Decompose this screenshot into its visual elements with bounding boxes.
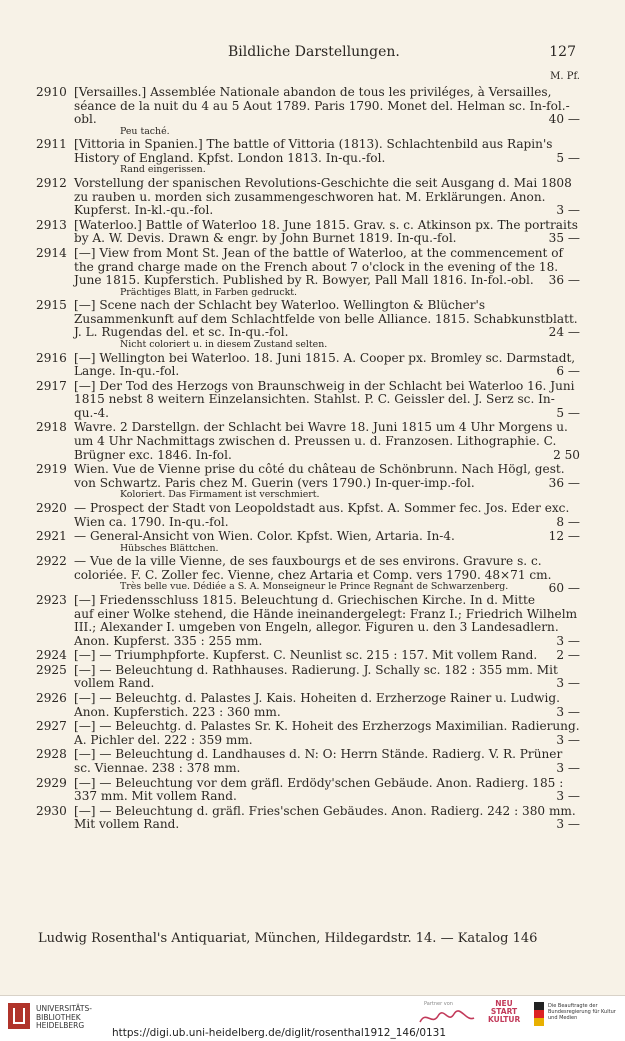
entry-text — [74, 352, 580, 379]
entry-number: 2914 — [36, 245, 67, 260]
catalog-entry — [36, 86, 580, 137]
entry-number: 2922 — [36, 554, 67, 569]
entry-number: 2918 — [36, 420, 67, 435]
entry-number: 2929 — [36, 775, 67, 790]
catalog-entry — [36, 692, 580, 719]
entry-number: 2926 — [36, 691, 67, 706]
entry-price: 24 — — [548, 325, 580, 340]
entry-text — [74, 805, 580, 832]
federal-commissioner-text: Die Beauftragte der Bundesregierung für Kultur und Medien — [548, 1003, 616, 1021]
entry-number: 2912 — [36, 175, 67, 190]
currency-label: M. Pf. — [550, 71, 580, 82]
page-footer: Ludwig Rosenthal's Antiquariat, München, Hildegardstr. 14. — Katalog 146 — [38, 931, 538, 946]
entry-price: 3 — — [556, 203, 580, 218]
partner-label: Partner von — [424, 1001, 453, 1007]
entry-text — [74, 594, 580, 648]
entry-number: 2925 — [36, 662, 67, 677]
entry-text — [74, 421, 580, 462]
entry-price: 3 — — [556, 817, 580, 832]
entry-list — [36, 86, 580, 833]
entry-price: 60 — — [548, 581, 580, 596]
entry-text — [74, 649, 580, 663]
entry-number: 2928 — [36, 747, 67, 762]
university-library-name[interactable]: UNIVERSITÄTS- BIBLIOTHEK HEIDELBERG — [36, 1004, 92, 1030]
catalog-entry — [36, 421, 580, 462]
entry-text — [74, 692, 580, 719]
entry-note: Peu taché. — [120, 125, 170, 137]
entry-price: 5 — — [556, 150, 580, 165]
page-number: 127 — [549, 44, 576, 60]
entry-text — [74, 219, 580, 246]
entry-text — [74, 664, 580, 691]
entry-number: 2911 — [36, 137, 67, 152]
entry-description: [—] — Beleuchtg. d. Palastes J. Kais. Hoheiten d. Erzherzoge Rainer u. Ludwig. Anon. Kupferstich. 223 : 360 mm. — [74, 691, 560, 719]
entry-number: 2923 — [36, 592, 67, 607]
entry-note: Très belle vue. Dédiée a S. A. Monseigneur le Prince Regnant de Schwarzenberg. — [120, 581, 509, 593]
entry-description: [—] Scene nach der Schlacht bey Waterloo. Wellington & Blücher's Zusammenkunft auf dem Schlachtfelde von belle Alliance. 1815. Schabkunstblatt. J. L. Rugendas del. et sc. In-qu.-fol. — [74, 298, 578, 340]
entry-text — [74, 138, 580, 165]
entry-description: [—] — Beleuchtg. d. Palastes Sr. K. Hoheit des Erzherzogs Maximilian. Radierung. A. Pichler del. 222 : 359 mm. — [74, 719, 580, 747]
entry-price: 3 — — [556, 676, 580, 691]
signature-logo-icon[interactable] — [418, 1008, 476, 1028]
entry-description: [—] Der Tod des Herzogs von Braunschweig in der Schlacht bei Waterloo 16. Juni 1815 nebst 8 weitern Einzelansichten. Stahlst. P. C. Geissler del. J. Serz sc. In-qu.-4. — [74, 378, 575, 420]
catalog-entry — [36, 502, 580, 529]
entry-text — [74, 299, 580, 340]
catalog-entry — [36, 748, 580, 775]
entry-description: [—] Friedensschluss 1815. Beleuchtung d. Griechischen Kirche. In d. Mitte auf einer Wolke stehend, die Hände ineinandergelegt: Franz I.; Friedrich Wilhelm III.; Alexander I. umgeben von Engeln, allegor. Figuren u. den 3 Landesadlern. Anon. Kupferst. 335 : 255 mm. — [74, 592, 578, 648]
entry-number: 2913 — [36, 217, 67, 232]
entry-description: [—] — Beleuchtung d. Landhauses d. N: O: Herrn Stände. Radierg. V. R. Prüner sc. Viennae. 238 : 378 mm. — [74, 747, 563, 776]
entry-number: 2919 — [36, 462, 67, 477]
entry-description: Wien. Vue de Vienne prise du côté du château de Schönbrunn. Nach Högl, gest. von Schwartz. Paris chez M. Guerin (vers 1790.) In-quer-imp.-fol. — [74, 462, 565, 490]
entry-number: 2915 — [36, 298, 67, 313]
entry-description: [—] — Beleuchtung d. gräfl. Fries'schen Gebäudes. Anon. Radierg. 242 : 380 mm. Mit vollem Rand. — [74, 803, 576, 832]
entry-description: [—] Wellington bei Waterloo. 18. Juni 1815. A. Cooper px. Bromley sc. Darmstadt, Lange. In-qu.-fol. — [74, 350, 576, 379]
catalog-entry — [36, 219, 580, 246]
entry-price: 36 — — [548, 475, 580, 490]
entry-description: — Vue de la ville Vienne, de ses fauxbourgs et de ses environs. Gravure s. c. coloriée. F. C. Zoller fec. Vienne, chez Artaria et Comp. vers 1790. 48×71 cm. — [74, 554, 552, 582]
entry-text — [74, 748, 580, 775]
entry-text — [74, 177, 580, 218]
entry-description: — Prospect der Stadt von Leopoldstadt aus. Kpfst. A. Sommer fec. Jos. Eder exc. Wien ca. 1790. In-qu.-fol. — [74, 500, 570, 529]
catalog-entry — [36, 664, 580, 691]
page-header — [38, 44, 576, 62]
entry-price: 36 — — [548, 273, 580, 288]
catalog-entry — [36, 463, 580, 501]
catalog-entry — [36, 649, 580, 663]
entry-price: 35 — — [548, 231, 580, 246]
entry-description: [—] View from Mont St. Jean of the battle of Waterloo, at the commencement of the grand charge made on the French about 7 o'clock in the evening of the 18. June 1815. Kupferstich. Published by R. Bowyer, Pall Mall 1816. In-fol.-obl. — [74, 245, 564, 288]
entry-number: 2921 — [36, 529, 67, 544]
catalog-entry — [36, 554, 580, 596]
entry-description: [—] — Beleuchtung d. Rathhauses. Radierung. J. Schally sc. 182 : 355 mm. Mit vollem Rand. — [74, 662, 558, 691]
entry-note: Hübsches Blättchen. — [120, 542, 219, 554]
catalog-entry — [36, 380, 580, 421]
entry-number: 2917 — [36, 378, 67, 393]
catalog-entry — [36, 594, 580, 648]
entry-text — [74, 777, 580, 804]
entry-price: 8 — — [556, 514, 580, 529]
entry-price: 3 — — [556, 732, 580, 747]
neustart-kultur-logo[interactable]: NEU START KULTUR — [488, 999, 521, 1024]
entry-text — [74, 380, 580, 421]
catalog-entry — [36, 177, 580, 218]
entry-description: [Waterloo.] Battle of Waterloo 18. June 1815. Grav. s. c. Atkinson px. The portraits by A. W. Devis. Drawn & engr. by John Burnet 1819. In-qu.-fol. — [74, 217, 578, 246]
entry-price: 40 — — [548, 112, 580, 127]
entry-note: Prächtiges Blatt, in Farben gedruckt. — [120, 286, 298, 298]
entry-description: [Versailles.] Assemblée Nationale abandon de tous les priviléges, à Versailles, séance de la nuit du 4 au 5 Aout 1789. Paris 1790. Monet del. Helman sc. In-fol.-obl. — [74, 85, 570, 127]
entry-price: 2 — — [556, 648, 580, 663]
page-title: Bildliche Darstellungen. — [228, 44, 400, 60]
entry-description: — General-Ansicht von Wien. Color. Kpfst. Wien, Artaria. In-4. — [74, 529, 455, 544]
entry-price: 3 — — [556, 761, 580, 776]
entry-note: Koloriert. Das Firmament ist verschmiert. — [120, 489, 320, 501]
entry-price: 2 50 — [553, 447, 580, 462]
entry-note: Nicht coloriert u. in diesem Zustand selten. — [120, 339, 328, 350]
entry-description: [Vittoria in Spanien.] The battle of Vittoria (1813). Schlachtenbild aus Rapin's History of England. Kpfst. London 1813. In-qu.-fol. — [74, 137, 553, 165]
entry-price: 5 — — [556, 405, 580, 420]
catalog-entry — [36, 352, 580, 379]
entry-description: [—] — Beleuchtung vor dem gräfl. Erdödy'schen Gebäude. Anon. Radierg. 185 : 337 mm. Mit vollem Rand. — [74, 775, 564, 804]
entry-description: Wavre. 2 Darstellgn. der Schlacht bei Wavre 18. Juni 1815 um 4 Uhr Morgens u. um 4 Uhr Nachmittags zwischen d. Preussen u. d. Franzosen. Lithographie. C. Brügner exc. 1846. In-fol. — [74, 420, 568, 462]
entry-text — [74, 530, 580, 544]
entry-text — [74, 247, 580, 288]
entry-price: 6 — — [556, 364, 580, 379]
entry-number: 2927 — [36, 719, 67, 734]
entry-price: 3 — — [556, 633, 580, 648]
entry-text — [74, 502, 580, 529]
catalog-entry — [36, 299, 580, 350]
entry-number: 2920 — [36, 500, 67, 515]
entry-number: 2924 — [36, 648, 67, 663]
entry-note: Rand eingerissen. — [120, 164, 206, 176]
catalog-entry — [36, 720, 580, 747]
entry-description: Vorstellung der spanischen Revolutions-Geschichte die seit Ausgang d. Mai 1808 zu rauben u. morden sich zusammengeschworen hat. M. Erklärungen. Anon. Kupferst. In-kl.-qu.-fol. — [74, 175, 572, 218]
permalink-url[interactable]: https://digi.ub.uni-heidelberg.de/diglit/rosenthal1912_146/0131 — [112, 1027, 447, 1039]
entry-text — [74, 463, 580, 490]
university-library-logo-icon[interactable] — [8, 1003, 30, 1029]
entry-price: 3 — — [556, 789, 580, 804]
entry-number: 2910 — [36, 85, 67, 99]
entry-price: 12 — — [548, 529, 580, 544]
entry-number: 2930 — [36, 803, 67, 818]
catalog-entry — [36, 247, 580, 298]
federal-eagle-flag-icon[interactable] — [534, 1002, 544, 1026]
catalog-entry — [36, 805, 580, 832]
catalog-entry — [36, 138, 580, 176]
entry-price: 3 — — [556, 704, 580, 719]
entry-text — [74, 86, 580, 127]
catalog-entry — [36, 530, 580, 554]
entry-text — [74, 720, 580, 747]
entry-number: 2916 — [36, 350, 67, 365]
catalog-entry — [36, 777, 580, 804]
entry-description: [—] — Triumphpforte. Kupferst. C. Neunlist sc. 215 : 157. Mit vollem Rand. — [74, 648, 538, 663]
